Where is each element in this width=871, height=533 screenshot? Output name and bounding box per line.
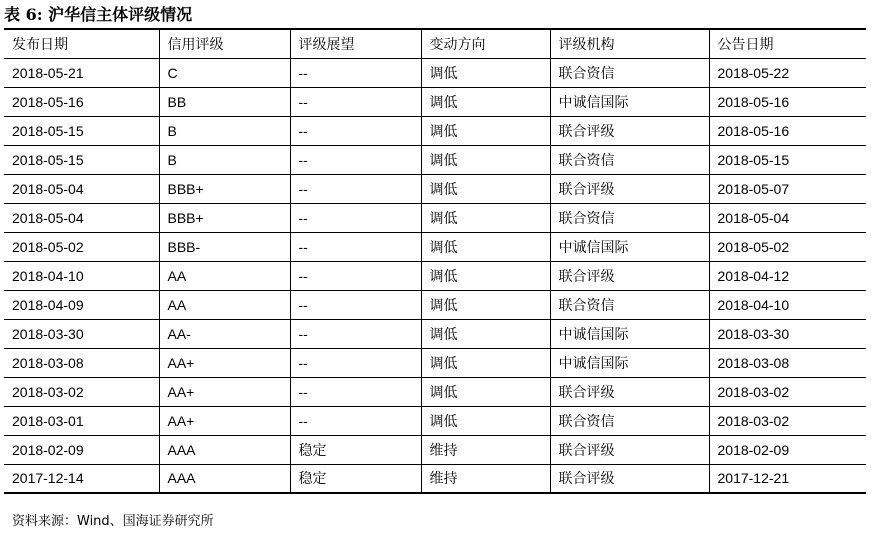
table-cell: 2018-03-08 — [4, 348, 159, 377]
table-cell: -- — [290, 58, 421, 87]
table-cell: 联合资信 — [550, 290, 709, 319]
table-cell: -- — [290, 406, 421, 435]
table-cell: AA+ — [159, 348, 290, 377]
table-cell: 中诚信国际 — [550, 319, 709, 348]
table-cell: 调低 — [421, 348, 550, 377]
table-cell: 2018-05-15 — [4, 145, 159, 174]
table-cell: 维持 — [421, 435, 550, 464]
table-cell: 2018-05-16 — [4, 87, 159, 116]
table-cell: 稳定 — [290, 435, 421, 464]
table-cell: 2018-05-02 — [4, 232, 159, 261]
table-row — [4, 435, 866, 464]
table-cell: -- — [290, 377, 421, 406]
table-cell: 调低 — [421, 319, 550, 348]
column-header: 信用评级 — [159, 29, 290, 58]
table-cell: 联合评级 — [550, 174, 709, 203]
table-cell: 2018-04-09 — [4, 290, 159, 319]
table-row — [4, 174, 866, 203]
table-row — [4, 116, 866, 145]
table-cell: 维持 — [421, 464, 550, 493]
column-header: 变动方向 — [421, 29, 550, 58]
table-cell: 2018-03-08 — [709, 348, 866, 377]
table-cell: 2018-02-09 — [4, 435, 159, 464]
column-header: 评级展望 — [290, 29, 421, 58]
table-row — [4, 290, 866, 319]
table-cell: 2018-03-30 — [4, 319, 159, 348]
source-note: 资料来源：Wind、国海证券研究所 — [12, 514, 214, 529]
table-row — [4, 464, 866, 493]
table-cell: 2018-05-07 — [709, 174, 866, 203]
table-cell: 2018-05-04 — [709, 203, 866, 232]
table-cell: B — [159, 116, 290, 145]
table-cell: 联合资信 — [550, 406, 709, 435]
table-cell: 2018-05-02 — [709, 232, 866, 261]
table-cell: AA- — [159, 319, 290, 348]
table-cell: 2018-05-16 — [709, 87, 866, 116]
column-header: 公告日期 — [709, 29, 866, 58]
table-cell: -- — [290, 87, 421, 116]
table-cell: 中诚信国际 — [550, 348, 709, 377]
table-cell: -- — [290, 261, 421, 290]
table-row — [4, 87, 866, 116]
table-cell: 调低 — [421, 58, 550, 87]
table-cell: BBB+ — [159, 174, 290, 203]
table-cell: 2018-03-30 — [709, 319, 866, 348]
column-header: 发布日期 — [4, 29, 159, 58]
table-cell: 2018-05-04 — [4, 203, 159, 232]
table-cell: AA+ — [159, 377, 290, 406]
rating-table — [4, 28, 866, 494]
table-row — [4, 319, 866, 348]
table-cell: 联合评级 — [550, 377, 709, 406]
table-cell: 联合资信 — [550, 145, 709, 174]
table-cell: 调低 — [421, 290, 550, 319]
table-cell: 调低 — [421, 145, 550, 174]
table-cell: -- — [290, 116, 421, 145]
table-cell: -- — [290, 319, 421, 348]
table-row — [4, 261, 866, 290]
table-cell: -- — [290, 174, 421, 203]
table-cell: 2018-05-16 — [709, 116, 866, 145]
table-cell: 调低 — [421, 174, 550, 203]
table-cell: 2018-05-15 — [4, 116, 159, 145]
table-row — [4, 232, 866, 261]
table-cell: -- — [290, 203, 421, 232]
table-row — [4, 406, 866, 435]
table-cell: 2018-04-10 — [4, 261, 159, 290]
table-cell: 2018-04-10 — [709, 290, 866, 319]
table-cell: 调低 — [421, 232, 550, 261]
column-header: 评级机构 — [550, 29, 709, 58]
table-cell: 2018-05-21 — [4, 58, 159, 87]
table-cell: AA — [159, 290, 290, 319]
table-row — [4, 377, 866, 406]
table-cell: -- — [290, 232, 421, 261]
table-cell: 调低 — [421, 116, 550, 145]
table-cell: -- — [290, 290, 421, 319]
table-cell: 联合资信 — [550, 58, 709, 87]
table-cell: 2018-05-15 — [709, 145, 866, 174]
table-cell: AAA — [159, 464, 290, 493]
table-cell: 2018-03-02 — [709, 377, 866, 406]
table-cell: 调低 — [421, 377, 550, 406]
table-row — [4, 58, 866, 87]
table-header-row — [4, 29, 866, 58]
table-cell: 调低 — [421, 203, 550, 232]
table-cell: 2018-03-02 — [709, 406, 866, 435]
table-cell: 联合评级 — [550, 116, 709, 145]
table-cell: 2017-12-21 — [709, 464, 866, 493]
table-cell: C — [159, 58, 290, 87]
table-cell: 2018-04-12 — [709, 261, 866, 290]
table-row — [4, 145, 866, 174]
table-cell: 中诚信国际 — [550, 232, 709, 261]
table-cell: 中诚信国际 — [550, 87, 709, 116]
table-cell: AAA — [159, 435, 290, 464]
table-cell: 联合评级 — [550, 464, 709, 493]
table-cell: 2018-05-22 — [709, 58, 866, 87]
table-cell: B — [159, 145, 290, 174]
table-cell: BBB- — [159, 232, 290, 261]
table-cell: 调低 — [421, 261, 550, 290]
table-cell: 调低 — [421, 87, 550, 116]
table-cell: BBB+ — [159, 203, 290, 232]
table-cell: -- — [290, 348, 421, 377]
table-cell: 2018-05-04 — [4, 174, 159, 203]
table-cell: AA — [159, 261, 290, 290]
table-cell: 2018-03-02 — [4, 377, 159, 406]
table-cell: AA+ — [159, 406, 290, 435]
table-cell: 联合评级 — [550, 261, 709, 290]
table-title: 表 6: 沪华信主体评级情况 — [4, 5, 193, 24]
table-cell: 2017-12-14 — [4, 464, 159, 493]
table-cell: 2018-02-09 — [709, 435, 866, 464]
table-cell: 稳定 — [290, 464, 421, 493]
table-cell: 联合评级 — [550, 435, 709, 464]
table-cell: -- — [290, 145, 421, 174]
table-cell: BB — [159, 87, 290, 116]
table-cell: 2018-03-01 — [4, 406, 159, 435]
table-body — [4, 58, 866, 493]
table-cell: 调低 — [421, 406, 550, 435]
table-row — [4, 203, 866, 232]
table-row — [4, 348, 866, 377]
table-cell: 联合资信 — [550, 203, 709, 232]
